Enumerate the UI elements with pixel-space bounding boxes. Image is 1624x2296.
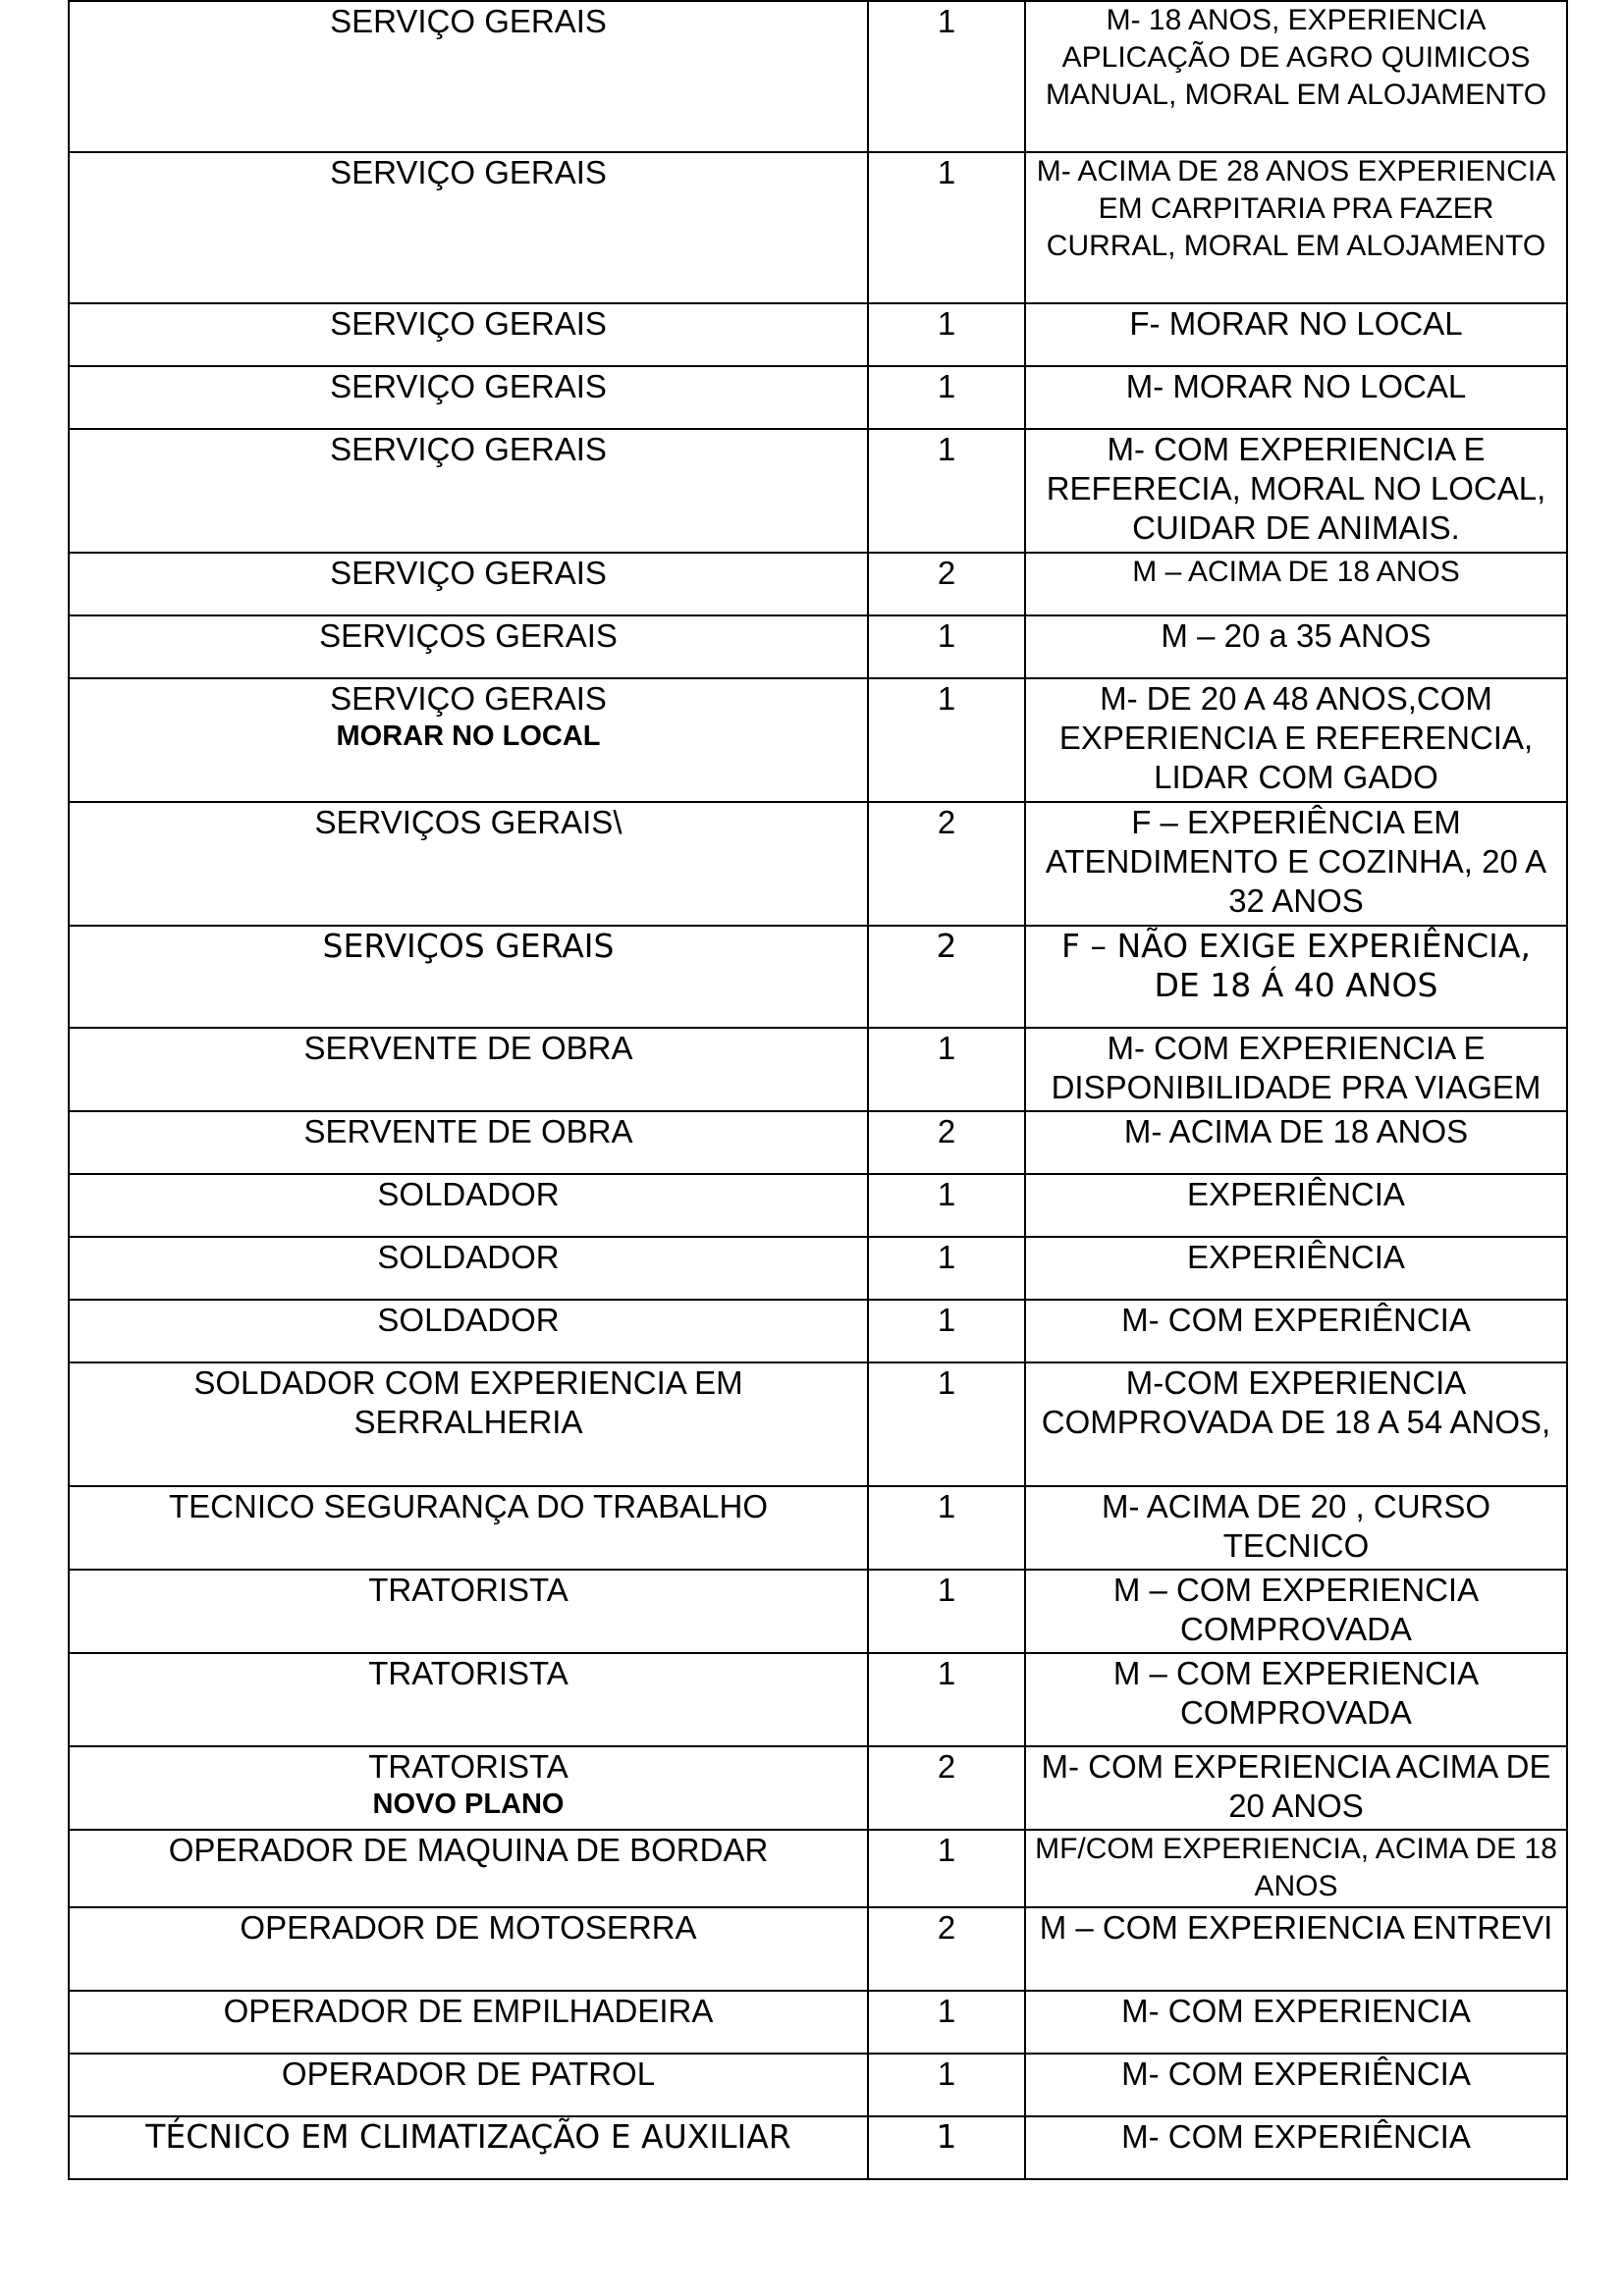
requirements-cell	[1025, 1653, 1567, 1746]
job-title: TRATORISTA	[368, 1655, 568, 1691]
requirements-cell	[1025, 553, 1567, 615]
requirements-cell	[1025, 2116, 1567, 2179]
requirements-text: F- MORAR NO LOCAL	[1129, 305, 1463, 342]
vacancy-count-cell	[868, 1237, 1025, 1300]
vacancy-count: 2	[937, 555, 956, 591]
vacancy-count: 1	[937, 1572, 956, 1608]
job-title-cell	[69, 678, 868, 802]
table-row	[69, 1111, 1567, 1174]
vacancy-count-cell	[868, 678, 1025, 802]
vacancy-count: 1	[937, 2056, 956, 2092]
job-title-cell	[69, 1300, 868, 1362]
job-title-cell	[69, 2116, 868, 2179]
table-row	[69, 1991, 1567, 2054]
job-title-cell	[69, 1830, 868, 1907]
requirements-cell	[1025, 1300, 1567, 1362]
requirements-cell	[1025, 802, 1567, 926]
vacancy-count: 1	[937, 1030, 956, 1066]
vacancy-count: 1	[937, 368, 956, 404]
job-title: SERVIÇO GERAIS	[330, 680, 607, 717]
vacancy-count-cell	[868, 366, 1025, 429]
vacancy-count-cell	[868, 303, 1025, 366]
vacancy-count: 1	[937, 1488, 956, 1524]
requirements-text: M- MORAR NO LOCAL	[1125, 368, 1467, 404]
job-title-cell	[69, 802, 868, 926]
job-title: TECNICO SEGURANÇA DO TRABALHO	[168, 1488, 768, 1524]
table-row	[69, 802, 1567, 926]
requirements-cell	[1025, 1907, 1567, 1991]
job-title: OPERADOR DE MOTOSERRA	[240, 1909, 697, 1946]
requirements-cell	[1025, 429, 1567, 553]
table-row	[69, 303, 1567, 366]
job-title: SOLDADOR COM EXPERIENCIA EM SERRALHERIA	[193, 1364, 743, 1440]
requirements-cell	[1025, 2054, 1567, 2116]
requirements-cell	[1025, 1991, 1567, 2054]
job-title: SERVENTE DE OBRA	[303, 1113, 633, 1149]
job-title: SERVIÇO GERAIS	[330, 305, 607, 342]
job-title-cell	[69, 1570, 868, 1653]
requirements-text: M – ACIMA DE 18 ANOS	[1132, 556, 1460, 588]
job-openings-rows	[69, 1, 1567, 2179]
job-title-cell	[69, 2054, 868, 2116]
job-title-cell	[69, 1, 868, 152]
table-row	[69, 553, 1567, 615]
table-row	[69, 2054, 1567, 2116]
vacancy-count-cell	[868, 1907, 1025, 1991]
vacancy-count-cell	[868, 1486, 1025, 1570]
table-row	[69, 1830, 1567, 1907]
requirements-text: M- ACIMA DE 18 ANOS	[1123, 1113, 1469, 1149]
table-row	[69, 1362, 1567, 1486]
requirements-text: M- COM EXPERIÊNCIA	[1121, 2056, 1471, 2092]
requirements-text: EXPERIÊNCIA	[1187, 1176, 1405, 1212]
vacancy-count-cell	[868, 802, 1025, 926]
table-row	[69, 1653, 1567, 1746]
job-title-cell	[69, 926, 868, 1028]
table-row	[69, 1237, 1567, 1300]
table-row	[69, 1174, 1567, 1237]
requirements-text: M-COM EXPERIENCIA COMPROVADA DE 18 A 54 ANOS,	[1041, 1364, 1551, 1440]
job-title-cell	[69, 1174, 868, 1237]
job-title: SERVIÇO GERAIS	[330, 368, 607, 404]
job-title: SERVIÇO GERAIS	[330, 555, 607, 591]
job-title-cell	[69, 429, 868, 553]
job-title: SOLDADOR	[377, 1239, 560, 1275]
requirements-cell	[1025, 303, 1567, 366]
vacancy-count: 1	[937, 617, 956, 654]
requirements-cell	[1025, 1746, 1567, 1830]
vacancy-count-cell	[868, 926, 1025, 1028]
job-title: TRATORISTA	[368, 1572, 568, 1608]
vacancy-count: 1	[936, 2117, 957, 2156]
vacancy-count: 1	[937, 1302, 956, 1338]
requirements-cell	[1025, 1028, 1567, 1111]
job-title-cell	[69, 152, 868, 303]
requirements-text: M – 20 a 35 ANOS	[1161, 617, 1432, 654]
vacancy-count: 1	[937, 154, 956, 190]
job-title: OPERADOR DE EMPILHADEIRA	[223, 1993, 714, 2029]
job-title: OPERADOR DE PATROL	[281, 2056, 656, 2092]
job-note: MORAR NO LOCAL	[336, 721, 601, 752]
vacancy-count: 1	[937, 3, 956, 39]
table-row	[69, 152, 1567, 303]
vacancy-count: 2	[937, 804, 956, 840]
job-title-cell	[69, 1111, 868, 1174]
table-row	[69, 1, 1567, 152]
requirements-text: M- ACIMA DE 28 ANOS EXPERIENCIA EM CARPITARIA PRA FAZER CURRAL, MORAL EM ALOJAMENTO	[1036, 155, 1556, 262]
table-row	[69, 1028, 1567, 1111]
vacancy-count-cell	[868, 1174, 1025, 1237]
job-title-cell	[69, 1237, 868, 1300]
table-row	[69, 2116, 1567, 2179]
job-title-cell	[69, 303, 868, 366]
requirements-text: M – COM EXPERIENCIA ENTREVI	[1039, 1909, 1553, 1946]
requirements-cell	[1025, 1486, 1567, 1570]
vacancy-count-cell	[868, 553, 1025, 615]
table-row	[69, 678, 1567, 802]
vacancy-count: 1	[937, 1832, 956, 1868]
job-title: TÉCNICO EM CLIMATIZAÇÃO E AUXILIAR	[145, 2117, 791, 2156]
vacancy-count: 1	[937, 1239, 956, 1275]
table-row	[69, 1486, 1567, 1570]
table-row	[69, 615, 1567, 678]
vacancy-count: 1	[937, 305, 956, 342]
requirements-cell	[1025, 1174, 1567, 1237]
requirements-cell	[1025, 1237, 1567, 1300]
job-title: SERVIÇO GERAIS	[330, 431, 607, 467]
vacancy-count: 1	[937, 431, 956, 467]
requirements-cell	[1025, 1111, 1567, 1174]
requirements-text: MF/COM EXPERIENCIA, ACIMA DE 18 ANOS	[1035, 1833, 1557, 1902]
table-row	[69, 429, 1567, 553]
requirements-text: M- COM EXPERIENCIA ACIMA DE 20 ANOS	[1041, 1748, 1551, 1824]
job-title-cell	[69, 1486, 868, 1570]
vacancy-count-cell	[868, 1362, 1025, 1486]
requirements-cell	[1025, 615, 1567, 678]
requirements-cell	[1025, 1, 1567, 152]
requirements-text: M- COM EXPERIENCIA E DISPONIBILIDADE PRA VIAGEM	[1051, 1030, 1542, 1105]
table-row	[69, 1907, 1567, 1991]
job-title: TRATORISTA	[368, 1748, 568, 1785]
vacancy-count-cell	[868, 1653, 1025, 1746]
vacancy-count: 1	[937, 1655, 956, 1691]
vacancy-count-cell	[868, 1111, 1025, 1174]
job-openings-table	[68, 0, 1568, 2180]
table-row	[69, 1746, 1567, 1830]
requirements-text: M- COM EXPERIENCIA	[1121, 1993, 1471, 2029]
requirements-text: M- COM EXPERIÊNCIA	[1121, 2118, 1471, 2155]
requirements-text: M- 18 ANOS, EXPERIENCIA APLICAÇÃO DE AGRO QUIMICOS MANUAL, MORAL EM ALOJAMENTO	[1045, 4, 1547, 111]
requirements-cell	[1025, 1362, 1567, 1486]
requirements-cell	[1025, 366, 1567, 429]
job-title: SERVIÇOS GERAIS	[319, 617, 618, 654]
requirements-text: M- COM EXPERIENCIA E REFERECIA, MORAL NO LOCAL, CUIDAR DE ANIMAIS.	[1046, 431, 1546, 546]
vacancy-count-cell	[868, 1830, 1025, 1907]
requirements-cell	[1025, 678, 1567, 802]
job-title-cell	[69, 553, 868, 615]
job-title: SOLDADOR	[377, 1302, 560, 1338]
job-title-cell	[69, 1653, 868, 1746]
vacancy-count: 1	[937, 680, 956, 717]
vacancy-count-cell	[868, 1, 1025, 152]
requirements-cell	[1025, 926, 1567, 1028]
vacancy-count-cell	[868, 1028, 1025, 1111]
vacancy-count-cell	[868, 429, 1025, 553]
requirements-text: M- ACIMA DE 20 , CURSO TECNICO	[1101, 1488, 1491, 1564]
requirements-cell	[1025, 152, 1567, 303]
vacancy-count-cell	[868, 152, 1025, 303]
table-row	[69, 1300, 1567, 1362]
requirements-text: F – NÃO EXIGE EXPERIÊNCIA, DE 18 Á 40 ANOS	[1061, 927, 1531, 1004]
requirements-text: M – COM EXPERIENCIA COMPROVADA	[1112, 1655, 1480, 1731]
requirements-text: M – COM EXPERIENCIA COMPROVADA	[1112, 1572, 1480, 1647]
job-title: SERVIÇOS GERAIS\	[314, 804, 623, 840]
vacancy-count-cell	[868, 2054, 1025, 2116]
requirements-text: F – EXPERIÊNCIA EM ATENDIMENTO E COZINHA, 20 A 32 ANOS	[1045, 804, 1547, 919]
job-title-cell	[69, 366, 868, 429]
vacancy-count: 1	[937, 1364, 956, 1401]
job-title-cell	[69, 1028, 868, 1111]
vacancy-count: 1	[937, 1993, 956, 2029]
requirements-cell	[1025, 1570, 1567, 1653]
table-row	[69, 1570, 1567, 1653]
vacancy-count-cell	[868, 1570, 1025, 1653]
requirements-text: M- DE 20 A 48 ANOS,COM EXPERIENCIA E REFERENCIA, LIDAR COM GADO	[1058, 680, 1534, 795]
job-title: SERVIÇOS GERAIS	[322, 927, 615, 965]
vacancy-count: 2	[937, 1748, 956, 1785]
job-title: SERVIÇO GERAIS	[330, 154, 607, 190]
requirements-cell	[1025, 1830, 1567, 1907]
vacancy-count-cell	[868, 1746, 1025, 1830]
job-title-cell	[69, 1746, 868, 1830]
job-title: OPERADOR DE MAQUINA DE BORDAR	[168, 1832, 769, 1868]
vacancy-count-cell	[868, 615, 1025, 678]
vacancy-count: 1	[937, 1176, 956, 1212]
job-title-cell	[69, 615, 868, 678]
job-title-cell	[69, 1907, 868, 1991]
job-title-cell	[69, 1991, 868, 2054]
vacancy-count: 2	[937, 1909, 956, 1946]
job-note: NOVO PLANO	[372, 1789, 565, 1820]
table-row	[69, 366, 1567, 429]
vacancy-count: 2	[937, 1113, 956, 1149]
table-row	[69, 926, 1567, 1028]
job-title: SERVENTE DE OBRA	[303, 1030, 633, 1066]
job-title: SERVIÇO GERAIS	[330, 3, 607, 39]
job-title: SOLDADOR	[377, 1176, 560, 1212]
requirements-text: M- COM EXPERIÊNCIA	[1121, 1302, 1471, 1338]
job-title-cell	[69, 1362, 868, 1486]
requirements-text: EXPERIÊNCIA	[1187, 1239, 1405, 1275]
vacancy-count-cell	[868, 1300, 1025, 1362]
vacancy-count-cell	[868, 1991, 1025, 2054]
vacancy-count: 2	[936, 927, 957, 965]
vacancy-count-cell	[868, 2116, 1025, 2179]
